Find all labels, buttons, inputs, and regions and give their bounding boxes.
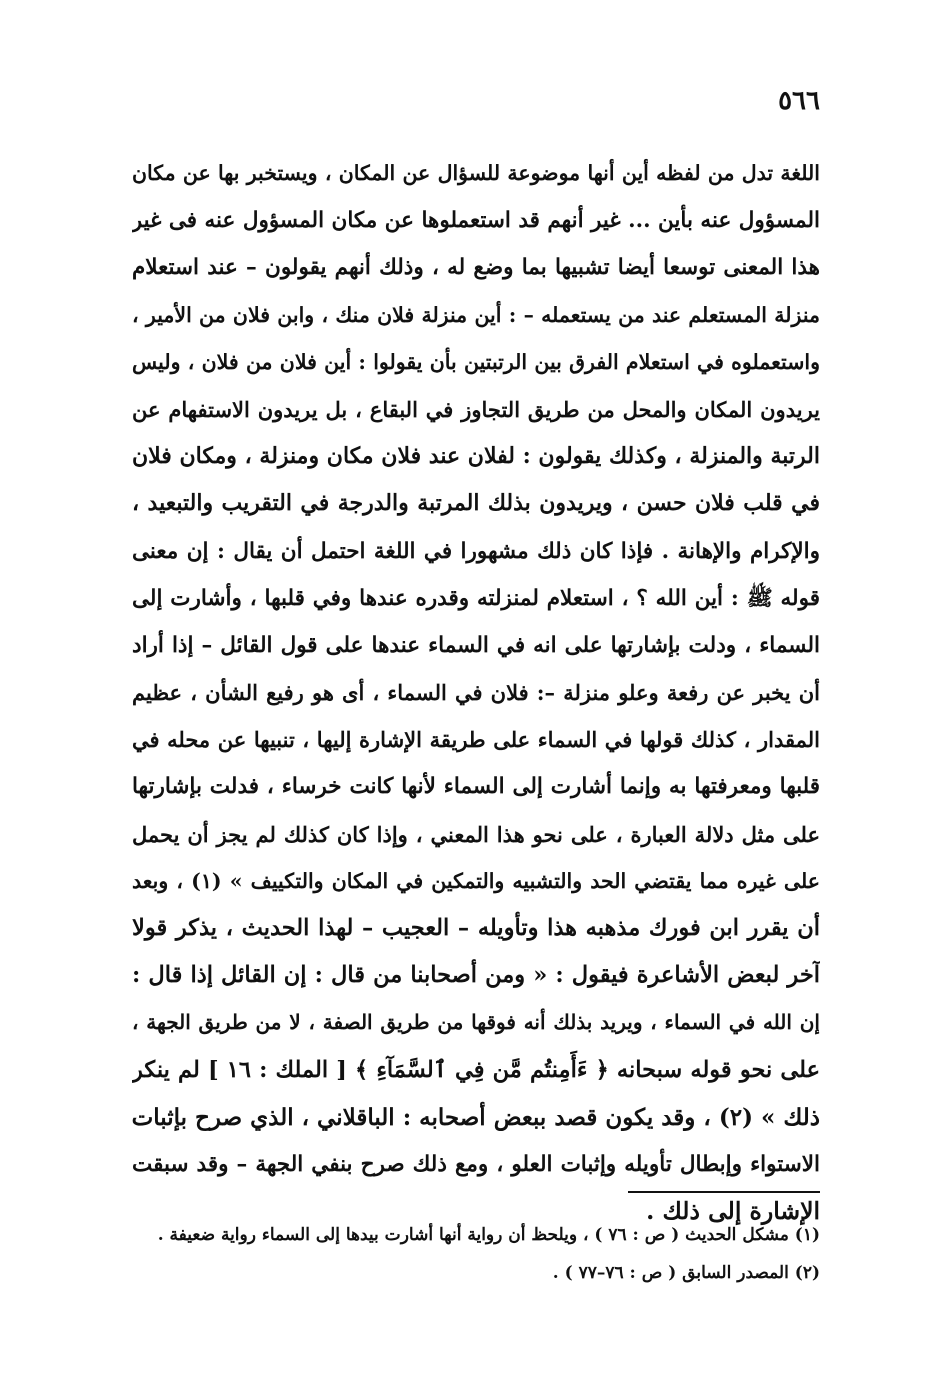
text-line: يريدون المكان والمحل من طريق التجاوز في البقاع ، بل يريدون الاستفهام عن (132, 396, 820, 422)
text-line: الرتبة والمنزلة ، وكذلك يقولون : لفلان عند فلان مكان ومنزلة ، ومكان فلان (132, 443, 820, 470)
text-line: المسؤول عنه بأين ... غير أنهم قد استعملوها عن مكان المسؤول عنه فى غير (132, 208, 820, 234)
footnote-1: (١) مشكل الحديث ( ص : ٧٦ ) ، ويلحظ أن رواية أنها أشارت بيدها إلى السماء رواية ضعيفة . (157, 1225, 820, 1245)
text-line: ذلك » (٢) ، وقد يكون قصد ببعض أصحابه : الباقلاني ، الذي صرح بإثبات (132, 1103, 820, 1131)
text-line: أن يخبر عن رفعة وعلو منزلة –: فلان في السماء ، أى هو رفيع الشأن ، عظيم (132, 680, 820, 706)
text-line: على مثل دلالة العبارة ، على نحو هذا المعني ، وإذا كان كذلك لم يجز أن يحمل (132, 821, 820, 847)
text-line: المقدار ، كذلك قولها في السماء على طريقة الإشارة إليها ، تنبيها عن محله في (132, 727, 820, 753)
text-line: على نحو قوله سبحانه ﴿ ءَأَمِنتُم مَّن فِي ٱلسَّمَآءِ ﴾ [ الملك : ١٦ ] لم ينكر (132, 1056, 820, 1083)
footnotes (132, 1216, 820, 1292)
text-line: منزلة المستعلم عند من يستعمله – : أين منزلة فلان منك ، وابن فلان من الأمير ، (132, 302, 820, 327)
footnote-divider (628, 1191, 820, 1193)
text-line: على غيره مما يقتضي الحد والتشبيه والتمكين في المكان والتكييف » (١) ، وبعد (132, 868, 820, 893)
text-line: واستعملوه في استعلام الفرق بين الرتبتين بأن يقولوا : أين فلان من فلان ، وليس (132, 349, 820, 374)
text-line: قلبها ومعرفتها به وإنما أشارت إلى السماء لأنها كانت خرساء ، فدلت بإشارتها (132, 774, 820, 800)
footnote-2: (٢) المصدر السابق ( ص : ٧٦–٧٧ ) . (552, 1263, 820, 1283)
text-line: السماء ، ودلت بإشارتها على انه في السماء عندها على قول القائل – إذا أراد (132, 632, 820, 658)
text-line: اللغة تدل من لفظه أين أنها موضوعة للسؤال عن المكان ، ويستخبر بها عن مكان (132, 161, 820, 185)
text-line: إن الله في السماء ، ويريد بذلك أنه فوقها من طريق الصفة ، لا من طريق الجهة ، (132, 1010, 820, 1035)
text-line: قوله ﷺ : أين الله ؟ ، استعلام لمنزلته وقدره عندها وفي قلبها ، وأشارت إلى (132, 585, 820, 611)
text-line: الاستواء وإبطال تأويله وإثبات العلو ، ومع ذلك صرح بنفي الجهة – وقد سبقت (132, 1151, 820, 1177)
text-line: والإكرام والإهانة . فإذا كان ذلك مشهورا في اللغة احتمل أن يقال : إن معنى (132, 538, 820, 564)
text-line: هذا المعنى توسعا أيضا تشبيها بما وضع له ، وذلك أنهم يقولون – عند استعلام (132, 255, 820, 281)
text-line: الإشارة إلى ذلك . (646, 1197, 820, 1226)
text-line: آخر لبعض الأشاعرة فيقول : « ومن أصحابنا من قال : إن القائل إذا قال : (132, 962, 820, 989)
text-line: في قلب فلان حسن ، ويريدون بذلك المرتبة والدرجة في التقريب والتبعيد ، (132, 490, 820, 517)
page-number: ٥٦٦ (778, 86, 820, 116)
text-line: أن يقرر ابن فورك مذهبه هذا وتأويله – العجيب – لهذا الحديث ، يذكر قولا (132, 915, 820, 941)
main-text (132, 150, 820, 1235)
